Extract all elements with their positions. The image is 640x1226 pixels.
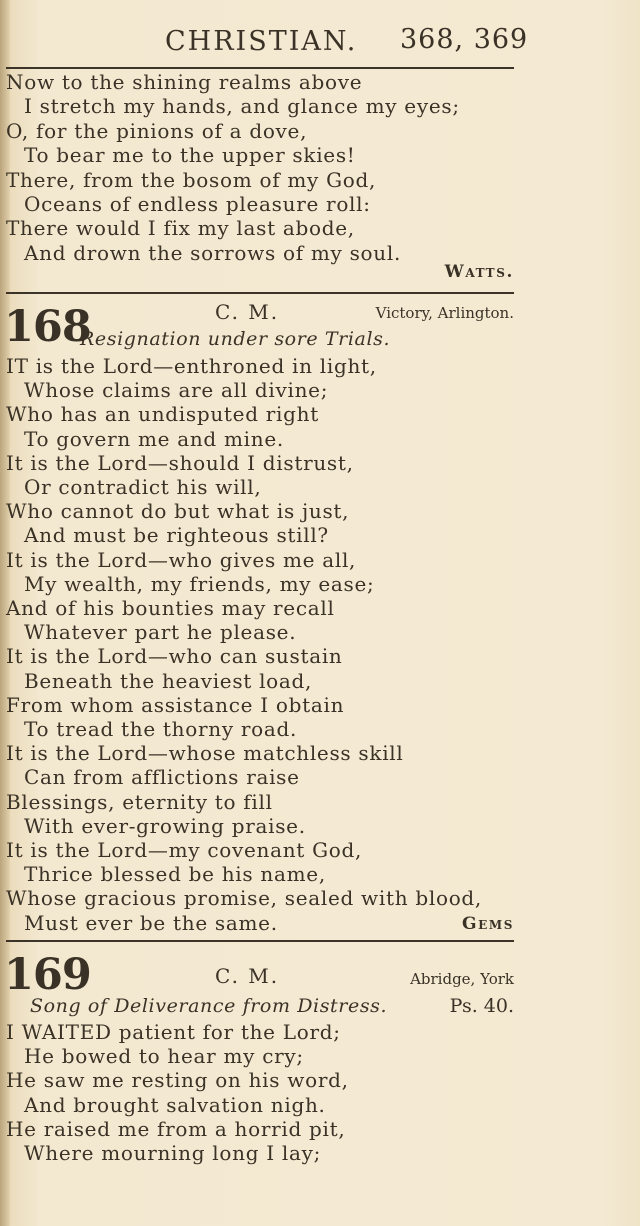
verse-line: It is the Lord—should I distrust, bbox=[6, 450, 354, 475]
verse-line: Oceans of endless pleasure roll: bbox=[24, 192, 371, 216]
verse-line: To tread the thorny road. bbox=[24, 717, 298, 741]
verse-line: There would I fix my last abode, bbox=[6, 216, 355, 241]
verse-line: IT is the Lord—enthroned in light, bbox=[6, 354, 377, 378]
verse-line: From whom assistance I obtain bbox=[6, 692, 345, 717]
running-title: CHRISTIAN. bbox=[165, 26, 358, 57]
verse-line: Who has an undisputed right bbox=[6, 402, 319, 427]
verse-line: Or contradict his will, bbox=[24, 475, 262, 499]
verse-line: My wealth, my friends, my ease; bbox=[24, 571, 375, 596]
verse-line: Whatever part he please. bbox=[24, 620, 297, 645]
verse-line: Beneath the heaviest load, bbox=[24, 668, 313, 693]
meter-168: C. M. bbox=[215, 300, 280, 324]
verse-line: Must ever be the same. bbox=[24, 910, 278, 935]
page-header bbox=[0, 22, 640, 62]
verse-line: I stretch my hands, and glance my eyes; bbox=[24, 94, 460, 119]
verse-line: And drown the sorrows of my soul. bbox=[24, 240, 402, 265]
verse-line: He saw me resting on his word, bbox=[6, 1068, 349, 1093]
verse-line: Who cannot do but what is just, bbox=[6, 499, 350, 524]
verse-line: And must be righteous still? bbox=[24, 523, 329, 548]
meter-169: C. M. bbox=[215, 964, 280, 988]
subtitle-169: Song of Deliverance from Distress. bbox=[30, 995, 388, 1017]
verse-line: And brought salvation nigh. bbox=[24, 1092, 326, 1117]
verse-line: Blessings, eternity to fill bbox=[6, 789, 273, 814]
page-numbers: 368, 369 bbox=[400, 24, 529, 55]
subtitle-168: Resignation under sore Trials. bbox=[80, 328, 391, 350]
verse-line: It is the Lord—who can sustain bbox=[6, 644, 343, 669]
verse-line: Can from afflictions raise bbox=[24, 765, 300, 790]
verse-line: To govern me and mine. bbox=[24, 426, 284, 451]
verse-line: I WAITED patient for the Lord; bbox=[6, 1020, 341, 1044]
header-rule bbox=[6, 67, 514, 69]
verse-line: Now to the shining realms above bbox=[6, 70, 363, 94]
verse-line: He bowed to hear my cry; bbox=[24, 1044, 304, 1069]
verse-line: Where mourning long I lay; bbox=[24, 1141, 322, 1165]
verse-line: He raised me from a horrid pit, bbox=[6, 1116, 346, 1141]
verse-line: With ever-growing praise. bbox=[24, 813, 306, 838]
psalm-169: Ps. 40. bbox=[449, 995, 514, 1017]
verse-line: Thrice blessed be his name, bbox=[24, 862, 326, 887]
verse-line: Whose claims are all divine; bbox=[24, 378, 329, 403]
verse-line: Whose gracious promise, sealed with blood, bbox=[6, 886, 482, 911]
author-prev: Watts. bbox=[444, 262, 514, 282]
section-rule bbox=[6, 292, 514, 294]
author-168: Gems bbox=[461, 914, 514, 934]
section-rule bbox=[6, 940, 514, 942]
verse-line: It is the Lord—my covenant God, bbox=[6, 838, 363, 862]
hymn-number-169: 169 bbox=[4, 950, 91, 1000]
tunes-168: Victory, Arlington. bbox=[375, 304, 514, 322]
verse-line: To bear me to the upper skies! bbox=[24, 143, 356, 168]
verse-line: O, for the pinions of a dove, bbox=[6, 118, 308, 143]
verse-line: It is the Lord—whose matchless skill bbox=[6, 741, 404, 766]
verse-line: And of his bounties may recall bbox=[6, 596, 335, 620]
verse-line: There, from the bosom of my God, bbox=[6, 167, 377, 192]
hymn-number-168: 168 bbox=[4, 302, 91, 352]
verse-line: It is the Lord—who gives me all, bbox=[6, 547, 357, 572]
tunes-169: Abridge, York bbox=[410, 970, 514, 988]
